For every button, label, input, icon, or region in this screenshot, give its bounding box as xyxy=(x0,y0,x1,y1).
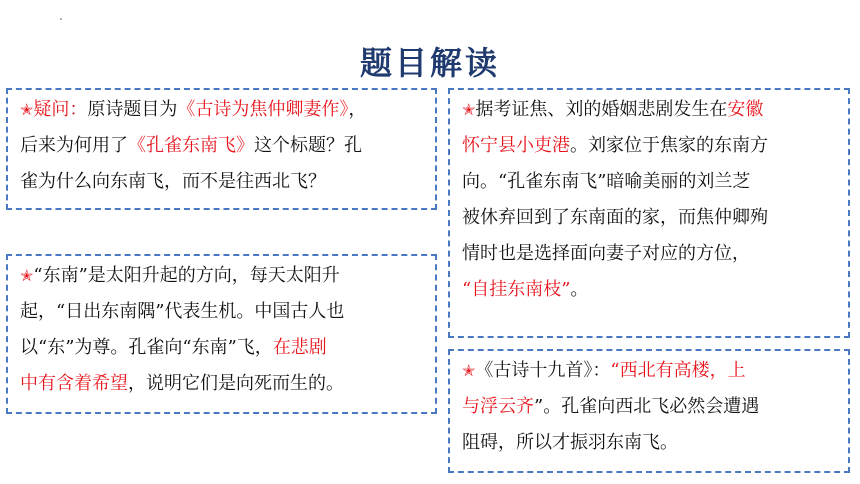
red-star-icon: ✭ xyxy=(20,266,34,285)
research-line-4: 被休弃回到了东南面的家，而焦仲卿殉 xyxy=(462,207,768,228)
question-line-1 xyxy=(20,92,425,128)
text-span: ， xyxy=(348,99,367,120)
research-line-3: 向。“孔雀东南飞”暗喻美丽的刘兰芝 xyxy=(462,171,751,192)
meaning-line-3 xyxy=(20,330,425,366)
text-span: 后来为何用了 xyxy=(20,135,128,156)
research-line-1 xyxy=(462,92,838,128)
poem-line-1 xyxy=(462,353,838,389)
new-title: 《孔雀东南飞》 xyxy=(128,135,254,156)
research-line-2 xyxy=(462,128,838,164)
text-span: 。 xyxy=(570,279,589,300)
question-box xyxy=(6,88,437,210)
location-text: 怀宁县小吏港 xyxy=(462,135,570,156)
red-star-icon: ✭ xyxy=(462,361,476,380)
text-span: ，说明它们是向死而生的。 xyxy=(128,373,344,394)
poem-reference-box xyxy=(448,349,850,473)
text-span: 以“东”为尊。孔雀向“东南”飞， xyxy=(20,337,273,358)
question-line-2 xyxy=(20,128,425,164)
question-label: 疑问： xyxy=(33,99,88,120)
highlight-text: 在悲剧 xyxy=(272,337,327,358)
red-star-icon: ✭ xyxy=(20,100,34,119)
text-span: ”。孔雀向西北飞必然会遭遇 xyxy=(534,396,760,417)
research-line-5: 情时也是选择面向妻子对应的方位， xyxy=(462,243,750,264)
text-span: 据考证焦、刘的婚姻悲剧发生在 xyxy=(475,99,728,120)
location-text: 安徽 xyxy=(727,99,764,120)
quote-text: “自挂东南枝” xyxy=(462,279,571,300)
text-span: 这个标题？孔 xyxy=(254,135,362,156)
red-star-icon: ✭ xyxy=(462,100,476,119)
quote-text: 与浮云齐 xyxy=(462,396,534,417)
meaning-line-2: 起，“日出东南隅”代表生机。中国古人也 xyxy=(20,301,345,322)
highlight-text: 中有含着希望 xyxy=(20,373,128,394)
poem-line-3: 阻碍，所以才振羽东南飞。 xyxy=(462,432,678,453)
quote-text: “西北有高楼，上 xyxy=(610,360,746,381)
text-span: “东南”是太阳升起的方向，每天太阳升 xyxy=(33,265,340,286)
decorative-dot xyxy=(60,18,62,20)
meaning-line-4 xyxy=(20,366,425,402)
research-line-6 xyxy=(462,272,838,308)
slide-title: 题目解读 xyxy=(359,44,500,82)
text-span: 原诗题目为 xyxy=(87,99,178,120)
original-title: 《古诗为焦仲卿妻作》 xyxy=(177,99,349,120)
meaning-line-1 xyxy=(20,258,425,294)
poem-line-2 xyxy=(462,389,838,425)
text-span: 《古诗十九首》： xyxy=(475,360,611,381)
southeast-meaning-box xyxy=(6,254,437,414)
question-line-3: 雀为什么向东南飞，而不是往西北飞？ xyxy=(20,171,326,192)
text-span: 。刘家位于焦家的东南方 xyxy=(570,135,768,156)
research-box xyxy=(448,88,850,338)
